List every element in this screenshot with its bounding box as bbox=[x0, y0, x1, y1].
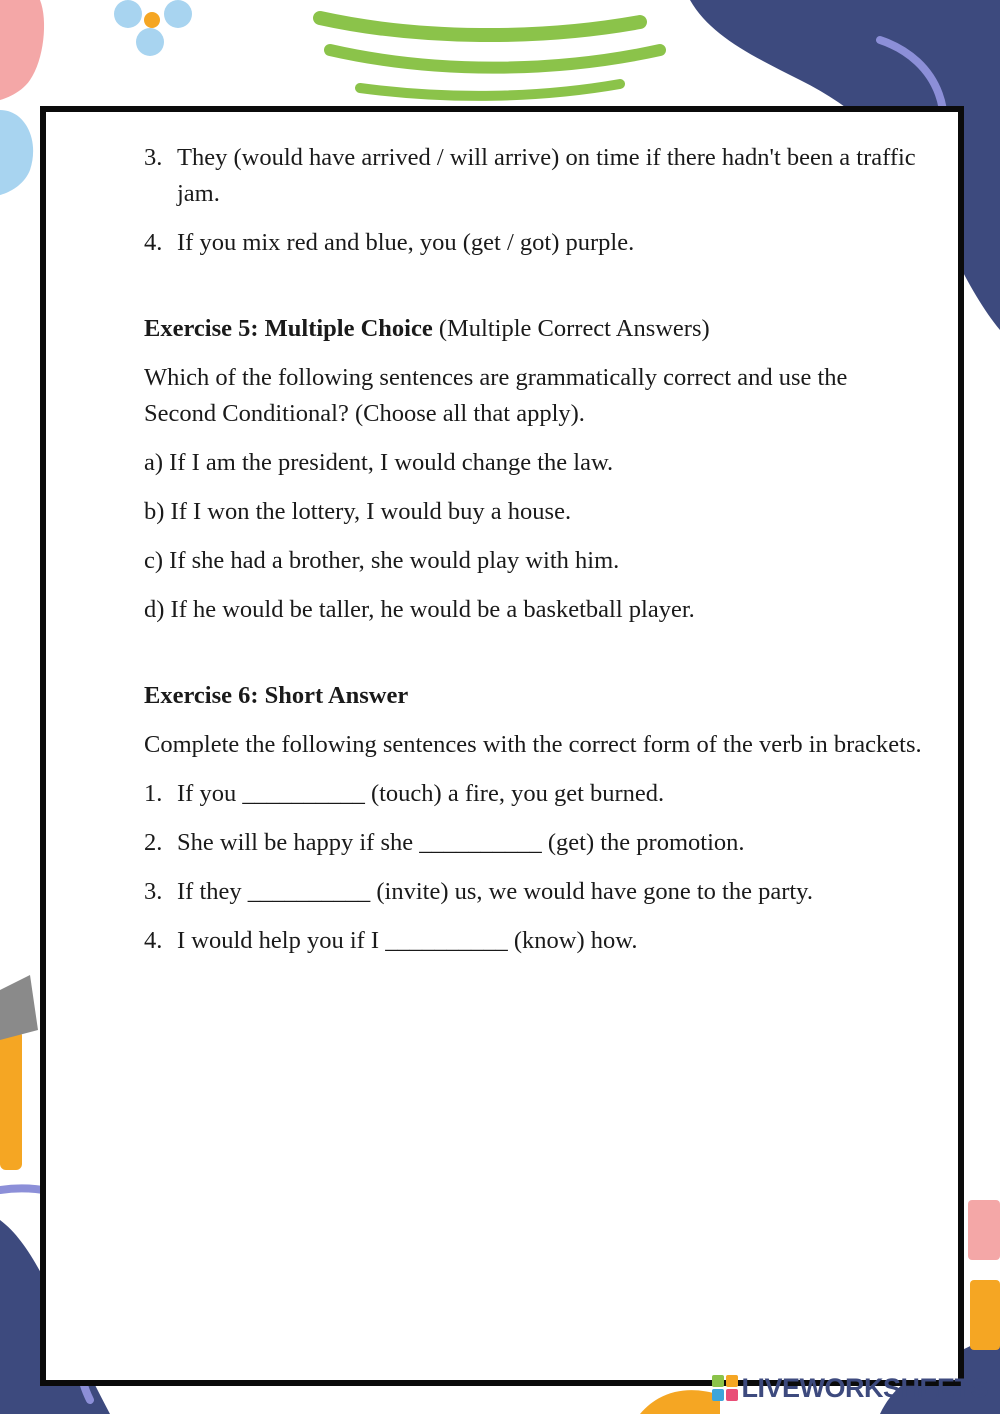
item-text: They (would have arrived / will arrive) on time if there hadn't been a traffic jam. bbox=[177, 144, 916, 207]
item-number: 3. bbox=[144, 144, 163, 171]
fill-blank-item bbox=[144, 776, 924, 812]
item-text: She will be happy if she __________ (get) the promotion. bbox=[177, 829, 745, 856]
choice-option-b: b) If I won the lottery, I would buy a house. bbox=[144, 498, 572, 525]
fill-blank-item bbox=[144, 825, 924, 861]
question-item bbox=[144, 140, 924, 212]
fill-blank-item bbox=[144, 874, 924, 910]
item-text: If they __________ (invite) us, we would have gone to the party. bbox=[177, 878, 813, 905]
item-number: 1. bbox=[144, 780, 163, 807]
exercise-5-instruction: Which of the following sentences are grammatically correct and use the Second Conditional? (Choose all that apply). bbox=[144, 364, 848, 427]
liveworksheets-logo-text: LIVEWORKSHEETS bbox=[741, 1372, 988, 1403]
choice-option-d: d) If he would be taller, he would be a basketball player. bbox=[144, 596, 695, 623]
worksheet-content bbox=[144, 140, 924, 959]
item-number: 3. bbox=[144, 878, 163, 905]
item-text: I would help you if I __________ (know) how. bbox=[177, 927, 638, 954]
exercise-5-subtitle: (Multiple Correct Answers) bbox=[438, 315, 710, 342]
question-item bbox=[144, 225, 924, 261]
exercise-6-title: Exercise 6: Short Answer bbox=[144, 682, 409, 709]
item-number: 4. bbox=[144, 229, 163, 256]
choice-option-a: a) If I am the president, I would change the law. bbox=[144, 449, 614, 476]
choice-option-c: c) If she had a brother, she would play with him. bbox=[144, 547, 620, 574]
item-number: 2. bbox=[144, 829, 163, 856]
liveworksheets-logo-icon bbox=[711, 1374, 739, 1402]
liveworksheets-logo bbox=[711, 1368, 988, 1408]
fill-blank-item bbox=[144, 923, 924, 959]
item-text: If you __________ (touch) a fire, you get burned. bbox=[177, 780, 665, 807]
exercise-6-instruction: Complete the following sentences with the correct form of the verb in brackets. bbox=[144, 731, 922, 758]
item-text: If you mix red and blue, you (get / got) purple. bbox=[177, 229, 635, 256]
exercise-5-heading bbox=[144, 311, 924, 347]
exercise-5-title: Exercise 5: Multiple Choice bbox=[144, 315, 433, 342]
item-number: 4. bbox=[144, 927, 163, 954]
